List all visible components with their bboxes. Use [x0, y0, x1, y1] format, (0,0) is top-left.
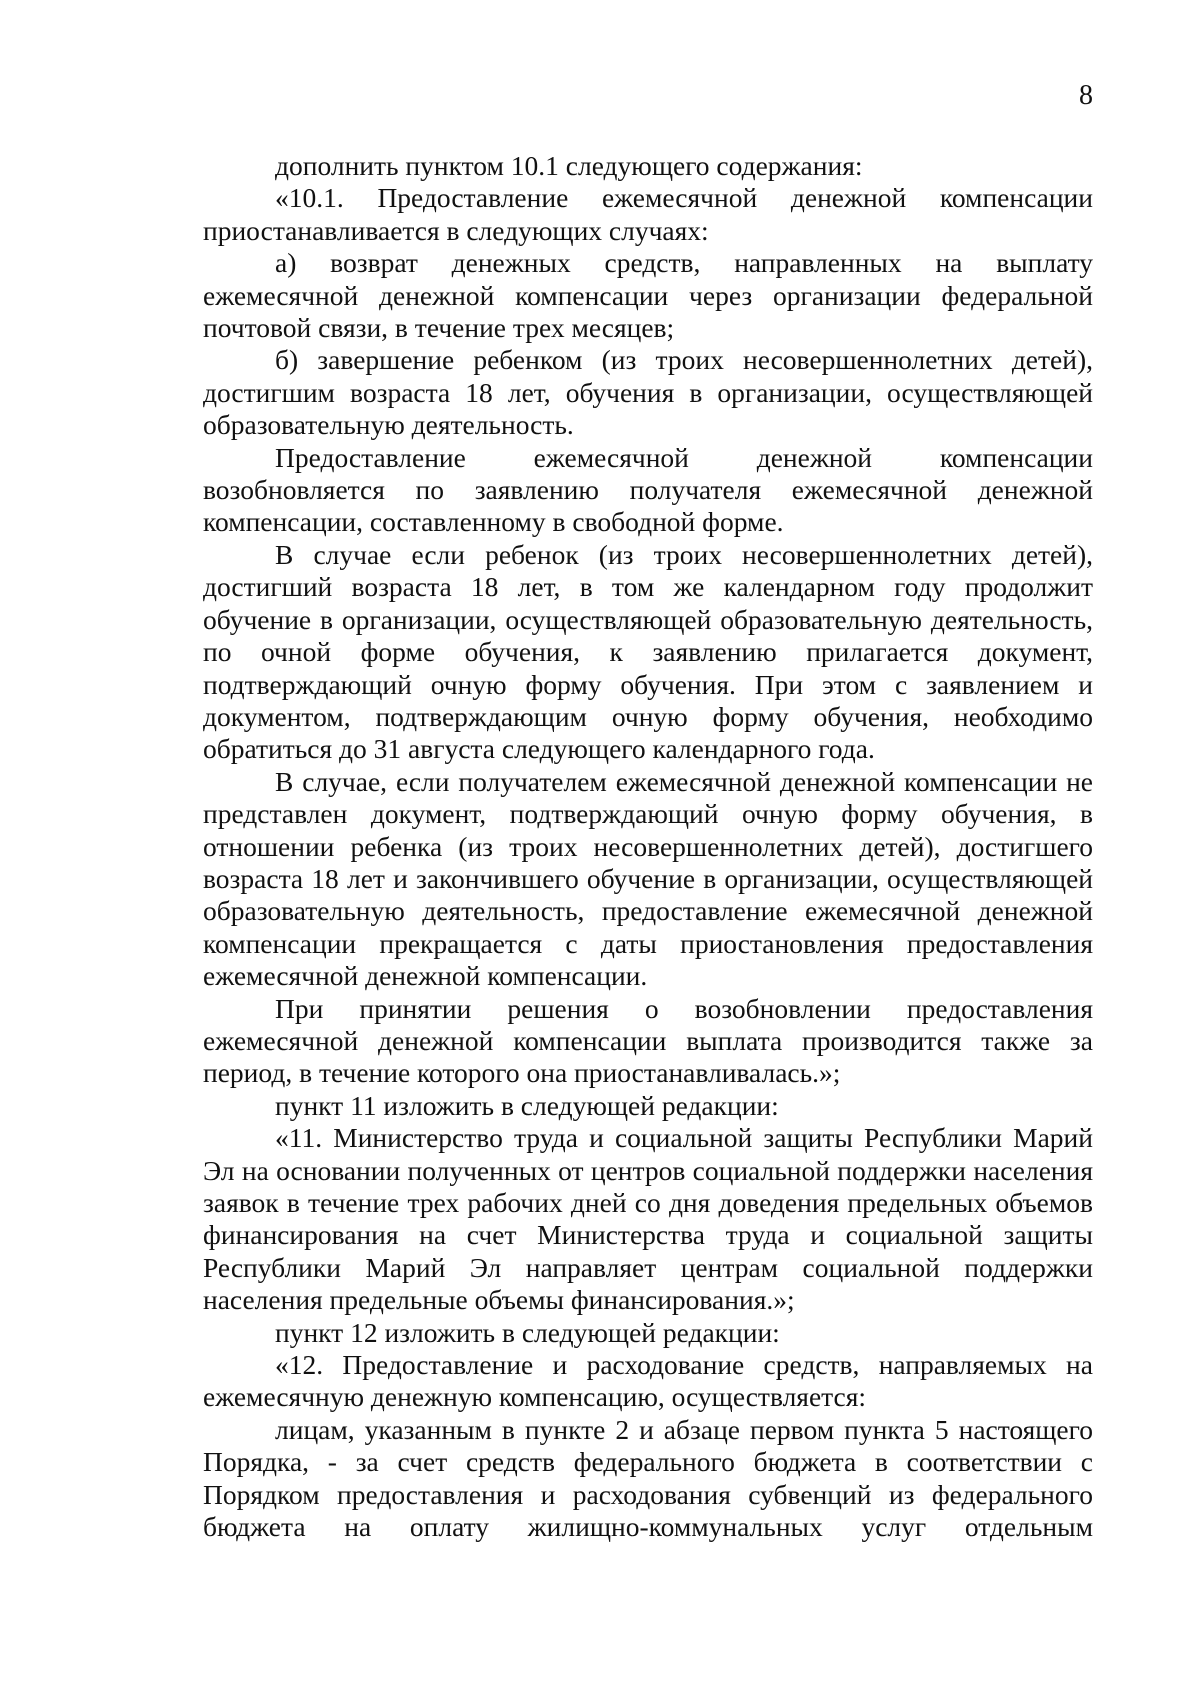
document-body	[203, 150, 1093, 1543]
paragraph-11-ministry: «11. Министерство труда и социальной защиты Республики Марий Эл на основании полученных от центров социальной поддержки населения заявок в течение трех рабочих дней со дня доведения предельных объемов финансирования на счет Министерства труда и социальной защиты Республики Марий Эл направляет центрам социальной поддержки населения предельные объемы финансирования.»;	[203, 1122, 1093, 1316]
paragraph-12-federal-budget: лицам, указанным в пункте 2 и абзаце первом пункта 5 настоящего Порядка, - за счет средств федерального бюджета в соответствии с Порядком предоставления и расходования субвенций из федерального бюджета на оплату жилищно-коммунальных услуг отдельным	[203, 1413, 1093, 1543]
paragraph-amendment-10-1-intro: дополнить пунктом 10.1 следующего содержания:	[275, 150, 863, 181]
paragraph-termination: В случае, если получателем ежемесячной денежной компенсации не представлен документ, подтверждающий очную форму обучения, в отношении ребенка (из троих несовершеннолетних детей), достигшего возраста 18 лет и закончившего обучение в организации, осуществляющей образовательную деятельность, предоставление ежемесячной денежной компенсации прекращается с даты приостановления предоставления ежемесячной денежной компенсации.	[203, 765, 1093, 992]
page-number: 8	[1079, 80, 1093, 111]
paragraph-amendment-11-intro: пункт 11 изложить в следующей редакции:	[275, 1089, 779, 1121]
paragraph-12-provision: «12. Предоставление и расходование средств, направляемых на ежемесячную денежную компенсацию, осуществляется:	[203, 1349, 1093, 1413]
paragraph-continued-education: В случае если ребенок (из троих несовершеннолетних детей), достигший возраста 18 лет, в том же календарном году продолжит обучение в организации, осуществляющей образовательную деятельность, по очной форме обучения, к заявлению прилагается документ, подтверждающий очную форму обучения. При этом с заявлением и документом, подтверждающим очную форму обучения, необходимо обратиться до 31 августа следующего календарного года.	[203, 538, 1093, 765]
paragraph-resumption: Предоставление ежемесячной денежной компенсации возобновляется по заявлению получателя ежемесячной денежной компенсации, составленному в свободной форме.	[203, 441, 1093, 538]
paragraph-10-1-suspension: «10.1. Предоставление ежемесячной денежной компенсации приостанавливается в следующих случаях:	[203, 182, 1093, 246]
paragraph-retroactive-payment: При принятии решения о возобновлении предоставления ежемесячной денежной компенсации выплата производится также за период, в течение которого она приостанавливалась.»;	[203, 992, 1093, 1089]
paragraph-10-1-item-a: а) возврат денежных средств, направленных на выплату ежемесячной денежной компенсации через организации федеральной почтовой связи, в течение трех месяцев;	[203, 247, 1093, 344]
paragraph-amendment-12-intro: пункт 12 изложить в следующей редакции:	[275, 1316, 780, 1348]
paragraph-10-1-item-b: б) завершение ребенком (из троих несовершеннолетних детей), достигшим возраста 18 лет, обучения в организации, осуществляющей образовательную деятельность.	[203, 344, 1093, 441]
